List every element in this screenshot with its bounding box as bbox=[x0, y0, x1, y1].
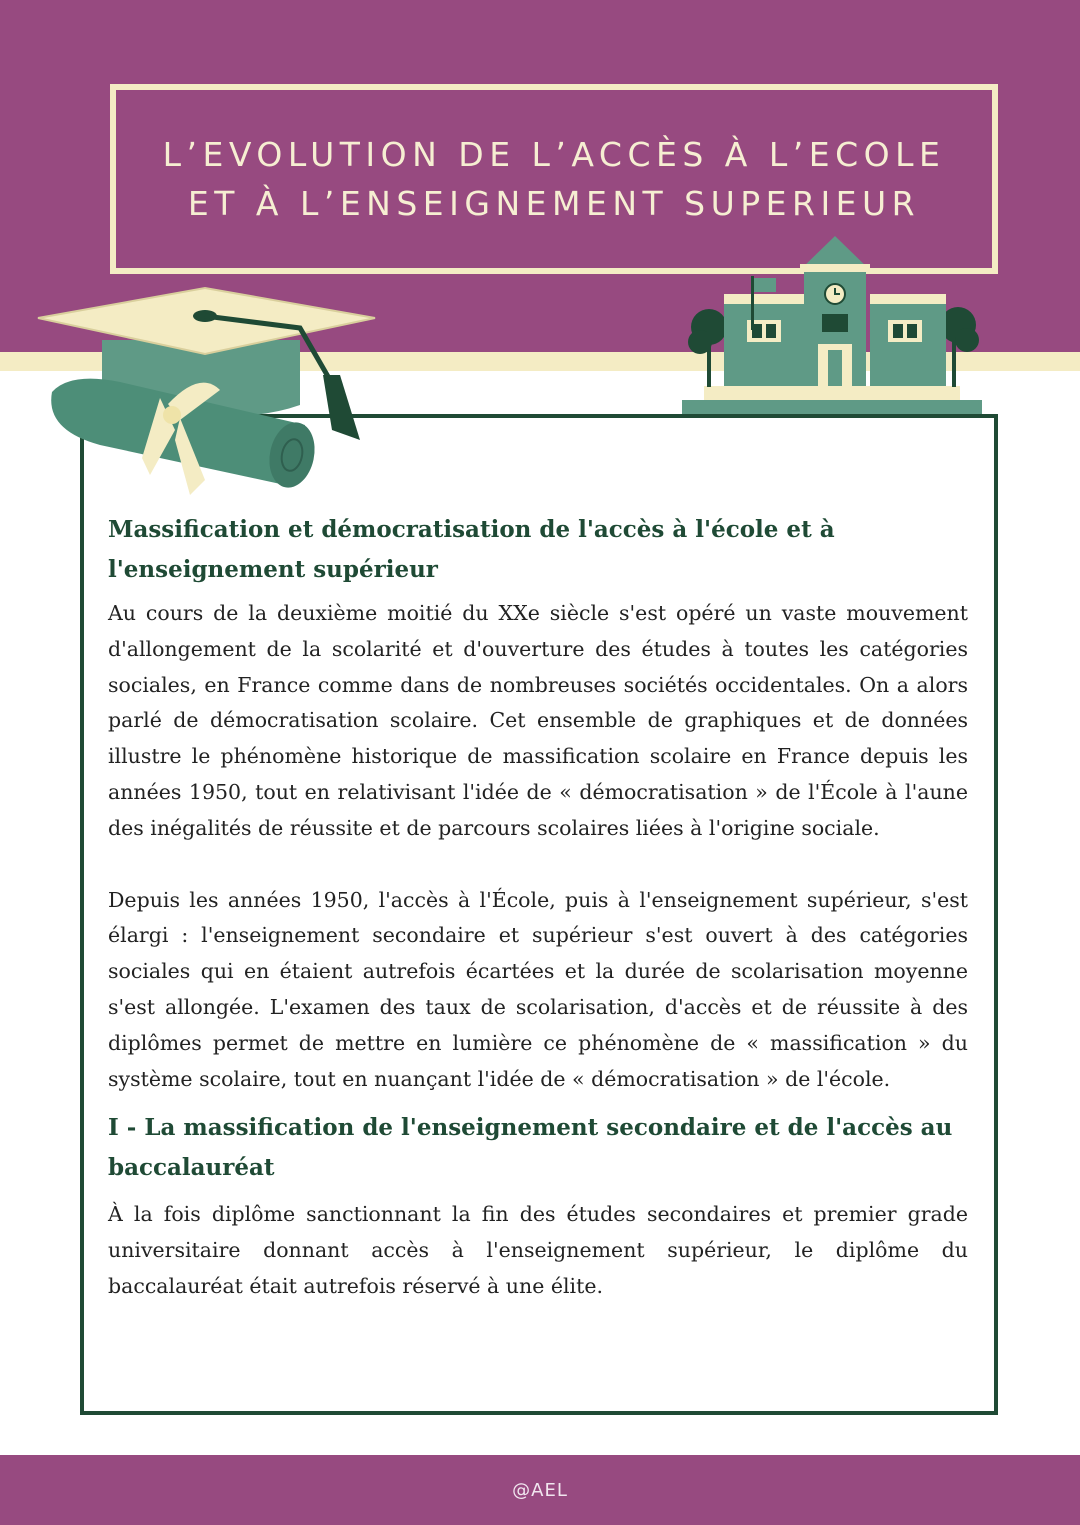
page-title: L’EVOLUTION DE L’ACCÈS À L’ECOLE ET À L’ENSEIGNEMENT SUPERIEUR bbox=[162, 135, 946, 223]
section-heading-baccalaureat: I - La massification de l'enseignement secondaire et de l'accès au baccalauréat bbox=[108, 1114, 953, 1182]
content-panel bbox=[80, 414, 998, 1415]
context-paragraph: Depuis les années 1950, l'accès à l'École, puis à l'enseignement supérieur, s'est élargi : l'enseignement secondaire et supérieur s'est ouvert à des catégories sociales qui en étaient autrefois écartées et la durée de scolarisation moyenne s'est allongée. L'examen des taux de scolarisation, d'accès et de réussite à des diplômes permet de mettre en lumière ce phénomène de « massification » du système scolaire, tout en nuançant l'idée de « démocratisation » de l'école. bbox=[108, 887, 968, 1091]
footer-band bbox=[0, 1455, 1080, 1525]
section-heading-massification: Massification et démocratisation de l'accès à l'école et à l'enseignement supérieur bbox=[108, 516, 835, 583]
footer-credit: @AEL bbox=[512, 1479, 568, 1501]
baccalaureat-paragraph: À la fois diplôme sanctionnant la fin des études secondaires et premier grade universitaire donnant accès à l'enseignement supérieur, le diplôme du baccalauréat était autrefois réservé à une élite. bbox=[108, 1202, 968, 1298]
graduation-cap-icon bbox=[30, 280, 380, 505]
school-building-icon bbox=[682, 232, 982, 414]
content-body bbox=[108, 510, 968, 1305]
intro-paragraph: Au cours de la deuxième moitié du XXe siècle s'est opéré un vaste mouvement d'allongement de la scolarité et d'ouverture des études à toutes les catégories sociales, en France comme dans de nombreuses sociétés occidentales. On a alors parlé de démocratisation scolaire. Cet ensemble de graphiques et de données illustre le phénomène historique de massification scolaire en France depuis les années 1950, tout en relativisant l'idée de « démocratisation » de l'École à l'aune des inégalités de réussite et de parcours scolaires liées à l'origine sociale. bbox=[108, 601, 968, 840]
